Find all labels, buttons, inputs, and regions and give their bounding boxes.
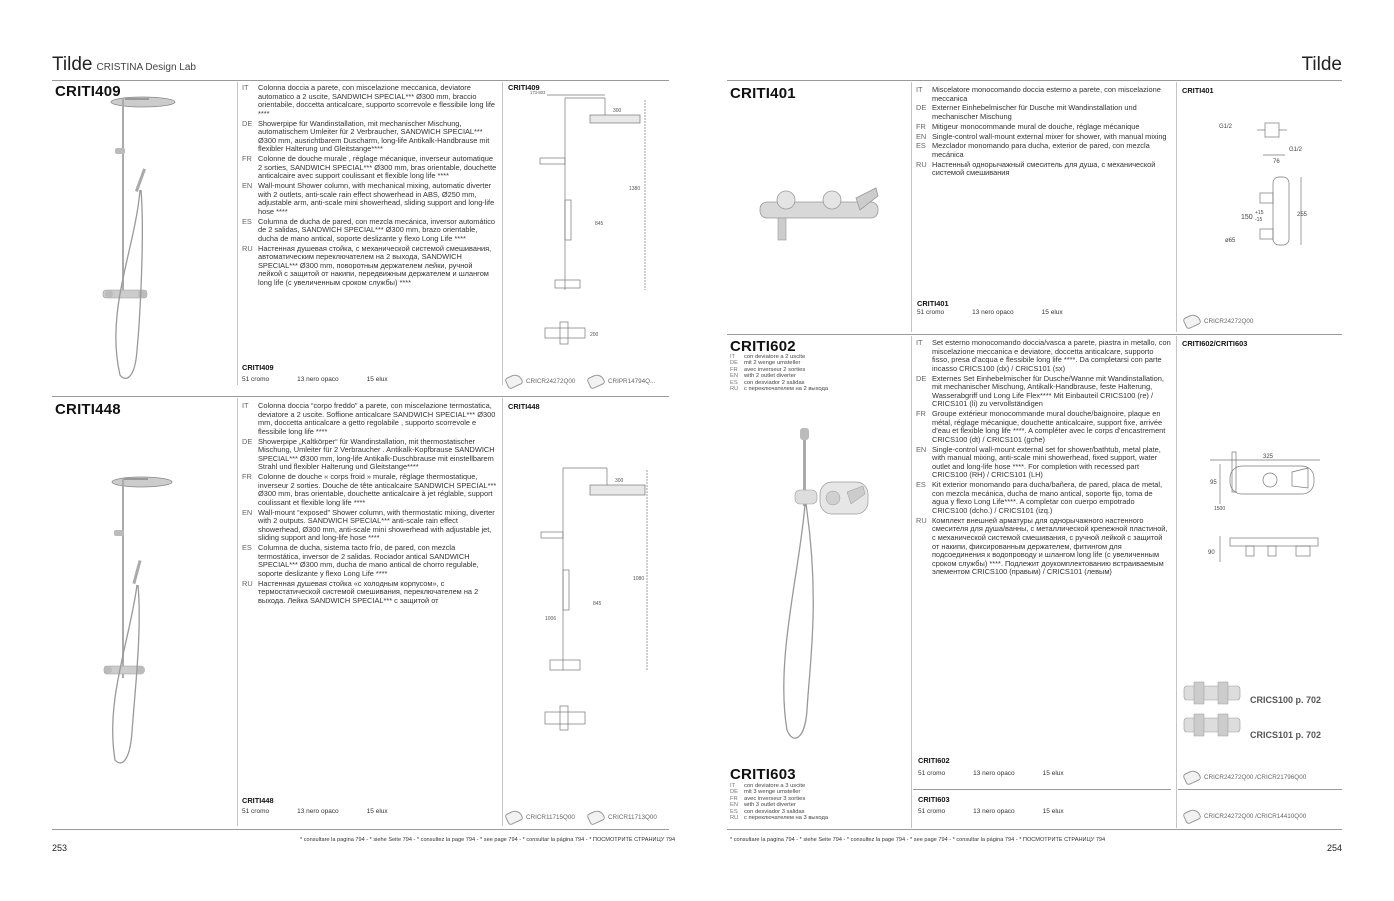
criti448-technical-drawing bbox=[535, 460, 660, 760]
divider bbox=[502, 398, 503, 826]
dim-text: +15 bbox=[1255, 210, 1264, 216]
dim-text: 173-803 bbox=[530, 90, 546, 95]
criti409-finishes: 51 cromo 13 nero opaco 15 elux bbox=[242, 376, 388, 383]
dim-text: 150 bbox=[1241, 214, 1253, 221]
hose-icon bbox=[586, 808, 606, 826]
criti448-description: IT Colonna doccia “corpo freddo” a parete, con miscelazione termostatica, deviatore a 2 uscite. Soffione anticalcare SANDWICH SPECIAL*** Ø300 mm, doccetta anticalcare a getto regolabile , supporto scorrevole e flessibile long life **** DE Showerpipe „Kaltkörper“ für Wandinstallation, mit thermostatischer Mischung, Umleiter für 2 Verbraucher . Antikalk-Kopfbrause SANDWICH SPECIAL*** Ø300 mm, long-life Antikalk-Duschbrause mit einstellbarem Strahl und flexibler Halterung und Gleitstange**** FR Colonne de douche « corps froid » murale, réglage thermostatique, inverseur 2 sorties. Douche de tête anticalcaire SANDWICH SPECIAL*** Ø300 mm, bras orientable, douchette anticalcaire à jet réglable, support coulissant et flexible long life **** EN Wall-mount “exposed” Shower column, with thermostatic mixing, diverter with 2 outputs. SANDWICH SPECIAL*** anti-scale rain effect showerhead, Ø300 mm, anti-scale mini showerhead with adjustable jet, sliding support and long-life hose **** ES Columna de ducha, sistema tacto frío, de pared, con mezcla termostática, inversor de 2 salidas. Rociador antical SANDWICH SPECIAL*** Ø300 mm, ducha de mano antical de chorro regulable, soporte deslizante y flexo Long Life **** RU Настенная душевая стойка «с холодным корпусом», с термостатической системой смешивания, переключателем на 2 выхода. Лейка SANDWICH SPECIAL*** с защитой от bbox=[242, 401, 497, 605]
right-page-number: 254 bbox=[1326, 843, 1342, 853]
divider bbox=[1176, 336, 1177, 828]
criti409-drawing-label: CRITI409 bbox=[508, 83, 540, 92]
criti448-finish-code: CRITI448 bbox=[242, 796, 274, 805]
criti602-finishes: 51 cromo 13 nero opaco 15 elux bbox=[918, 770, 1064, 777]
criti603-accessories: CRICR24272Q00 /CRICR14410Q00 bbox=[1184, 810, 1306, 822]
dim-text: 1006 bbox=[545, 616, 557, 622]
section-rule bbox=[52, 396, 669, 397]
product-code-criti603: CRITI603 bbox=[730, 766, 796, 783]
dim-text: 200 bbox=[590, 332, 599, 338]
criti602-finish-code: CRITI602 bbox=[918, 756, 950, 765]
criti448-drawing-label: CRITI448 bbox=[508, 402, 540, 411]
criti409-accessory-2: CRIPR14794Q... bbox=[588, 375, 655, 387]
product-code-criti409: CRITI409 bbox=[55, 83, 121, 100]
dim-text: -15 bbox=[1255, 217, 1263, 223]
criti602-drawing-label: CRITI602/CRITI603 bbox=[1182, 339, 1248, 348]
divider bbox=[237, 398, 238, 826]
dim-text: 1380 bbox=[629, 186, 641, 192]
criti401-finish-code: CRITI401 bbox=[917, 299, 949, 308]
dim-text: 325 bbox=[1263, 454, 1274, 460]
dim-text: ø65 bbox=[1225, 238, 1236, 244]
criti603-variant-list: IT con deviatore a 3 uscite DE mit 3 wenge umsteller FR avec inverseur 3 sorties EN with 3 outlet diverter ES con desviador 3 salidas RU с переключателем на 3 выхода bbox=[730, 783, 829, 822]
criti448-finishes: 51 cromo 13 nero opaco 15 elux bbox=[242, 808, 388, 815]
divider bbox=[911, 82, 912, 332]
left-page-number: 253 bbox=[52, 843, 68, 853]
dim-text: G1/2 bbox=[1219, 124, 1233, 130]
criti401-product-image bbox=[752, 180, 887, 250]
dim-text: 255 bbox=[1297, 212, 1308, 218]
divider bbox=[911, 336, 912, 828]
section-rule bbox=[52, 829, 669, 830]
criti409-accessory-1: CRICR24272Q00 bbox=[506, 375, 575, 387]
dim-text: 845 bbox=[595, 221, 604, 227]
product-code-criti401: CRITI401 bbox=[730, 85, 796, 102]
dim-text: 300 bbox=[615, 478, 624, 484]
criti448-accessory-2: CRICR11713Q00 bbox=[588, 811, 657, 823]
criti602-technical-drawing bbox=[1190, 440, 1340, 590]
crics100-reference[interactable]: CRICS100 p. 702 bbox=[1250, 695, 1322, 705]
product-code-criti448: CRITI448 bbox=[55, 401, 121, 418]
hand-shower-icon bbox=[504, 808, 524, 826]
divider bbox=[502, 82, 503, 385]
criti401-drawing-label: CRITI401 bbox=[1182, 86, 1214, 95]
dim-text: 90 bbox=[1208, 550, 1215, 556]
criti602-accessories: CRICR24272Q00 /CRICR21796Q00 bbox=[1184, 771, 1306, 783]
dim-text: 76 bbox=[1273, 159, 1280, 165]
right-footer-note: * consultare la pagina 794 - * siehe Seite 794 - * consultez la page 794 - * see page 794 - * consultar la página 794 - * ПОСМОТРИТЕ СТРАНИЦУ 794 bbox=[730, 837, 1106, 843]
left-footer-note: * consultare la pagina 794 - * siehe Seite 794 - * consultez la page 794 - * see page 794 - * consultar la página 794 - * ПОСМОТРИТЕ СТРАНИЦУ 794 bbox=[300, 837, 676, 843]
criti448-accessory-1: CRICR11715Q00 bbox=[506, 811, 575, 823]
criti602-description: IT Set esterno monocomando doccia/vasca a parete, piastra in metallo, con miscelazione meccanica e deviatore, doccetta anticalcare, supporto fisso, presa d’acqua e flessibile long life ****. Da completarsi con parte incasso CRICS100 (dx) / CRICS101 (sx) DE Externes Set Einhebelmischer für Dusche/Wanne mit Wandinstallation, mit mechanischer Mischung, Antikalk-Handbrause, feste Halterung, Wasserabgriff und Long Life Flex**** Mit Einbauteil CRICS100 (re) / CRICS101 (li) zu vervollständigen FR Groupe extérieur monocommande mural douche/baignoire, plaque en métal, réglage mécanique, douchette anticalcaire, support fixe, arrivée d’eau et flexible long life ****. A compléter avec le corps d’encastrement CRICS100 (dt) / CRICS101 (gche) EN Single-control wall-mount external set for shower/bathtub, metal plate, with manual mixing, anti-scale mini showerhead, fixed support, water outlet and long-life hose ****. For completion with recessed part CRICS100 (RH) / CRICS101 (LH) ES Kit exterior monomando para ducha/bañera, de pared, placa de metal, con mezcla mecánica, ducha de mano antical, soporte fijo, toma de agua y flexo Long Life****. A completar con cuerpo empotrado CRICS100 (dcho.) / CRICS101 (izq.) RU Комплект внешней арматуры для однорычажного настенного смесителя для душа/ванны, с металлической крепежной пластиной, с механической системой смешивания, с ручной лейкой с защитой от накипи, фиксированным держателем, фитингом для подсоединения к водопроводу и шлангом long life (с увеличенным сроком службы) ****. Подлежит доукомплектованию встраиваемым элементом CRICS100 (правым) / CRICS101 (левым) bbox=[916, 338, 1171, 577]
crics101-reference[interactable]: CRICS101 p. 702 bbox=[1250, 730, 1322, 740]
dim-text: 300 bbox=[613, 108, 622, 114]
right-header-rule bbox=[727, 80, 1342, 81]
left-header-rule bbox=[52, 80, 669, 81]
right-brand-title: Tilde bbox=[1301, 54, 1342, 75]
left-brand-subtitle: CRISTINA Design Lab bbox=[96, 62, 196, 73]
dim-text: 845 bbox=[593, 601, 602, 607]
divider bbox=[237, 82, 238, 385]
criti401-description: IT Miscelatore monocomando doccia esterno a parete, con miscelazione meccanica DE Externer Einhebelmischer für Dusche mit Wandinstallation und mechanischer Mischung FR Mitigeur monocommande mural de douche, réglage mécanique EN Single-control wall-mount external mixer for shower, with manual mixing ES Mezclador monomando para ducha, exterior de pared, con mezcla mecánica RU Настенный однорычажный смеситель для душа, с механической системой смешивания bbox=[916, 85, 1167, 178]
crics-recessed-part-images bbox=[1180, 680, 1246, 740]
criti401-accessory: CRICR24272Q00 bbox=[1184, 315, 1253, 327]
section-rule bbox=[727, 829, 1342, 830]
criti603-finish-code: CRITI603 bbox=[918, 795, 950, 804]
dim-text: 1500 bbox=[1214, 506, 1226, 512]
hand-shower-icon bbox=[504, 372, 524, 390]
hose-icon bbox=[586, 372, 606, 390]
criti603-finishes: 51 cromo 13 nero opaco 15 elux bbox=[918, 808, 1064, 815]
criti602-variant-list: IT con deviatore a 2 uscite DE mit 2 wenge umsteller FR avec inverseur 2 sorties EN with 2 outlet diverter ES con desviador 2 salidas RU с переключателем на 2 выхода bbox=[730, 354, 829, 393]
hand-shower-icon bbox=[1182, 807, 1202, 825]
dim-text: G1/2 bbox=[1289, 147, 1303, 153]
criti409-finish-code: CRITI409 bbox=[242, 363, 274, 372]
criti409-product-image bbox=[95, 90, 185, 385]
product-code-criti602: CRITI602 bbox=[730, 338, 796, 355]
section-rule bbox=[1178, 789, 1342, 790]
left-brand-title: Tilde CRISTINA Design Lab bbox=[52, 54, 196, 75]
criti409-technical-drawing bbox=[530, 90, 660, 370]
dim-text: 1080 bbox=[633, 576, 645, 582]
dim-text: 95 bbox=[1210, 480, 1217, 486]
criti448-product-image bbox=[100, 470, 180, 770]
criti409-description: IT Colonna doccia a parete, con miscelazione meccanica, deviatore automatico a 2 uscite, SANDWICH SPECIAL*** Ø300 mm, braccio orientabile, doccetta anticalcare, supporto scorrevole e flessibile long life **** DE Showerpipe für Wandinstallation, mit mechanischer Mischung, automatischem Umleiter für 2 Verbraucher, SANDWICH SPECIAL*** Ø300 mm, ausrichtbarem Duscharm, long-life Antikalk-Handbrause mit flexibler Halterung und Gleitstange**** FR Colonne de douche murale , réglage mécanique, inverseur automatique 2 sorties, SANDWICH SPECIAL*** Ø300 mm, bras orientable, douchette anticalcaire avec support coulissant et flexible long life **** EN Wall-mount Shower column, with mechanical mixing, automatic diverter with 2 outlets, anti-scale rain effect showerhead in ABS, Ø250 mm, adjustable arm, anti-scale mini showerhead, sliding support and long-life hose **** ES Columna de ducha de pared, con mezcla mecánica, inversor automático de 2 salidas, SANDWICH SPECIAL*** Ø300 mm, brazo orientable, ducha de mano antical, soporte deslizante y flexo Long Life **** RU Настенная душевая стойка, с механической системой смешивания, автоматическим переключателем на 2 выхода, SANDWICH SPECIAL*** Ø300 mm, поворотным держателем лейки, ручной лейкой с защитой от накипи, передвижным держателем и шлангом long life (с увеличенным сроком службы) **** bbox=[242, 83, 497, 287]
criti602-product-image bbox=[775, 420, 885, 750]
divider bbox=[1176, 82, 1177, 332]
criti401-technical-drawing bbox=[1205, 115, 1315, 255]
criti401-finishes: 51 cromo 13 nero opaco 15 elux bbox=[917, 309, 1063, 316]
section-rule bbox=[913, 789, 1171, 790]
hand-shower-icon bbox=[1182, 768, 1202, 786]
hand-shower-icon bbox=[1182, 312, 1202, 330]
section-rule bbox=[727, 334, 1342, 335]
